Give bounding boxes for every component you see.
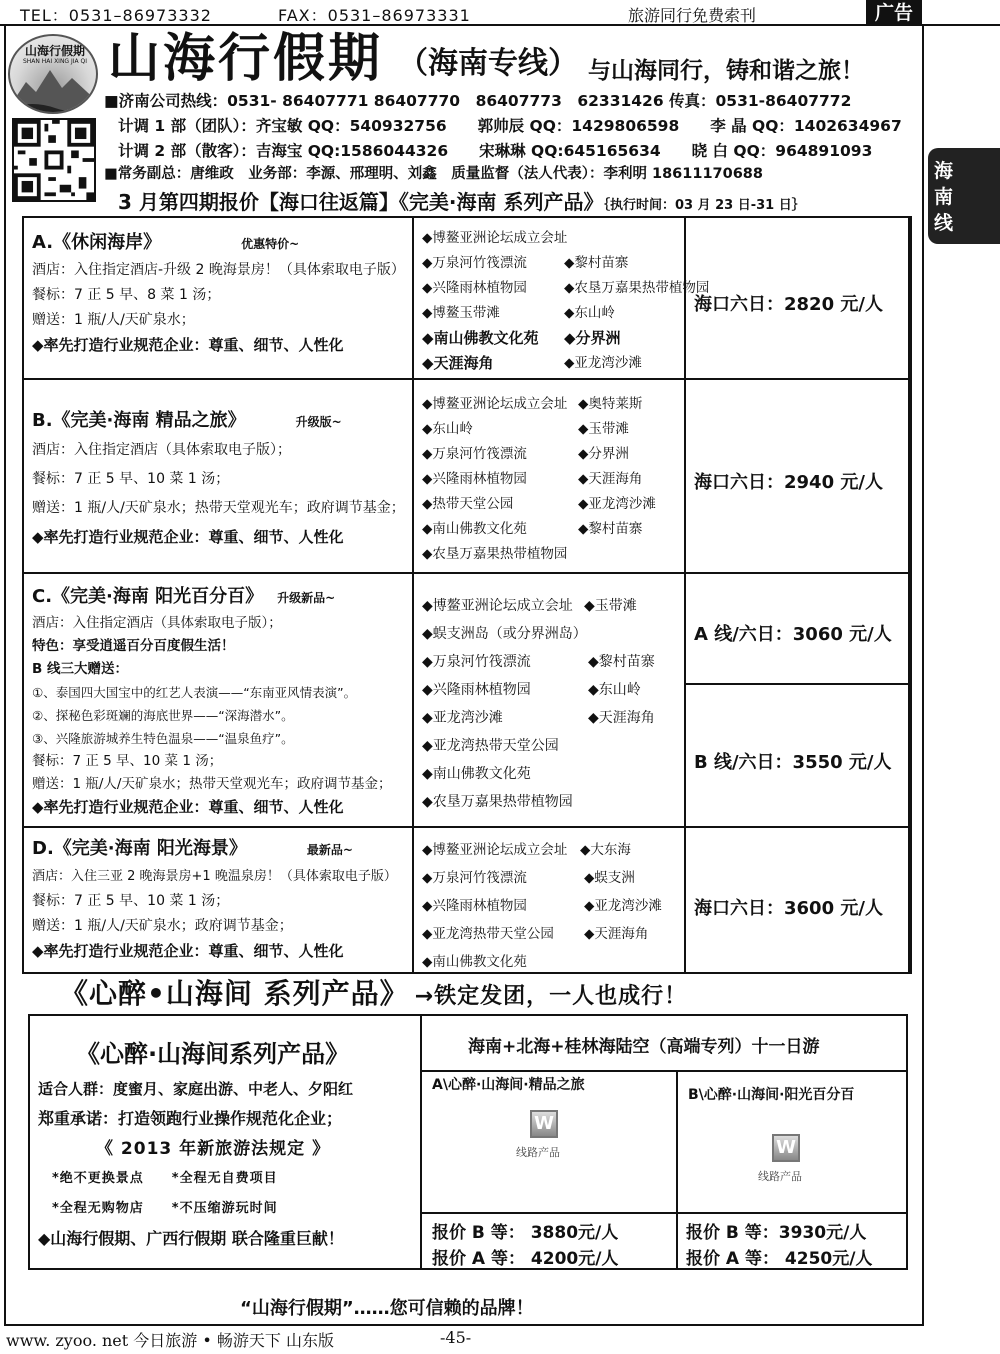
price-list-title: 3 月第四期报价【海口往返篇】《完美·海南 系列产品》｛执行时间：03 月 23 日-31 日｝ <box>118 190 805 214</box>
side-tab-hainan: 海 南 线 <box>928 148 1000 244</box>
top-bar <box>0 0 1000 26</box>
product-b-file[interactable]: 线路产品 <box>758 1170 802 1183</box>
package-a: A.《休闲海岸》 优惠特价~ 酒店：入住指定酒店-升级 2 晚海景房！（具体索取电子版） 餐标：7 正 5 早、8 菜 1 汤； 赠送：1 瓶/人/天矿泉水； ◆率先打造行业规范企业：尊重、细节、人性化 <box>32 232 405 354</box>
product-b-price-a: 报价 A 等： 4250元/人 <box>686 1249 873 1269</box>
package-a-price: 海口六日：2820 元/人 <box>694 294 883 315</box>
logo-text: 山海行假期 <box>24 44 85 58</box>
package-d-price: 海口六日：3600 元/人 <box>694 898 883 919</box>
package-b-price: 海口六日：2940 元/人 <box>694 472 883 493</box>
brand-subtitle: （海南专线） <box>398 46 578 81</box>
footer-site[interactable]: www. zyoo. net 今日旅游 • 畅游天下 山东版 <box>6 1331 334 1350</box>
ad-label: 广告 <box>866 0 922 26</box>
qr-code <box>12 118 96 202</box>
exec-date: ｛执行时间：03 月 23 日-31 日｝ <box>603 198 805 213</box>
series2-route-title: 海南+北海+桂林海陆空（高端专列）十一日游 <box>468 1037 820 1057</box>
package-a-spots: ◆博鳌亚洲论坛成立会址 ◆万泉河竹筏漂流 ◆黎村苗寨 ◆兴隆雨林植物园 ◆农垦万嘉果热带植物园 ◆博鳌玉带滩 ◆东山岭 ◆南山佛教文化苑 ◆分界洲 ◆天涯海角 ◆亚龙湾沙滩 <box>422 230 710 372</box>
contact-line-1: ■济南公司热线：0531- 86407771 86407770 86407773 62331426 传真：0531-86407772 <box>104 92 852 110</box>
product-a-price-a: 报价 A 等： 4200元/人 <box>432 1249 619 1269</box>
product-a-file[interactable]: 线路产品 <box>516 1146 560 1159</box>
mountain-sea-icon <box>10 62 98 114</box>
contact-line-4: ■常务副总：唐维政 业务部：李源、邢理明、刘鑫 质量监督（法人代表）：李利明 18611170688 <box>104 166 763 182</box>
package-c: C.《完美·海南 阳光百分百》 升级新品~ 酒店：入住指定酒店（具体索取电子版）； 特色：享受逍遥百分百度假生活！ B 线三大赠送： ①、泰国四大国宝中的红艺人表演——“东南亚风情表演”。 ②、探秘色彩斑斓的海底世界——“深海潜水”。 ③、兴隆旅游城养生特色温泉——“温泉鱼疗”。 餐标：7 正 5 早、10 菜 1 汤； 赠送：1 瓶/人/天矿泉水；热带天堂观光车；政府调节基金； ◆率先打造行业规范企业：尊重、细节、人性化 <box>32 586 392 816</box>
product-a-name: A\心醉·山海间·精品之旅 <box>432 1077 585 1093</box>
contact-line-2: 计调 1 部（团队）：齐宝敏 QQ：540932756 郭帅辰 QQ：1429806598 李 晶 QQ：1402634967 <box>118 117 902 135</box>
package-d-spots: ◆博鳌亚洲论坛成立会址 ◆大东海 ◆万泉河竹筏漂流 ◆蜈支洲 ◆兴隆雨林植物园 ◆亚龙湾沙滩 ◆亚龙湾热带天堂公园 ◆天涯海角 ◆南山佛教文化苑 <box>422 842 662 970</box>
tel-number: TEL：0531–86973332 <box>20 6 212 25</box>
series2-box-title: 《心醉·山海间系列产品》 <box>76 1040 350 1068</box>
package-c-price-b: B 线/六日：3550 元/人 <box>694 752 892 773</box>
product-b-name: B\心醉·山海间·阳光百分百 <box>688 1087 855 1103</box>
product-b-price-b: 报价 B 等：3930元/人 <box>686 1223 867 1243</box>
package-b: B.《完美·海南 精品之旅》 升级版~ 酒店：入住指定酒店（具体索取电子版）； 餐标：7 正 5 早、10 菜 1 汤； 赠送：1 瓶/人/天矿泉水；热带天堂观光车；政府调节基金； ◆率先打造行业规范企业：尊重、细节、人性化 <box>32 410 405 546</box>
contact-line-3: 计调 2 部（散客）：吉海宝 QQ:1586044326 宋琳琳 QQ:645165634 晓 白 QQ：964891093 <box>118 142 873 160</box>
page-number: -45- <box>440 1328 472 1347</box>
logo-subtext: SHAN HAI XING JIA QI <box>22 58 88 65</box>
word-file-icon[interactable]: W <box>530 1110 558 1138</box>
package-d: D.《完美·海南 阳光海景》 最新品~ 酒店：入住三亚 2 晚海景房+1 晚温泉房！（具体索取电子版） 餐标：7 正 5 早、10 菜 1 汤； 赠送：1 瓶/人/天矿泉水；政府调节基金； ◆率先打造行业规范企业：尊重、细节、人性化 <box>32 838 397 960</box>
package-c-price-a: A 线/六日：3060 元/人 <box>694 624 892 645</box>
series2-features: 适合人群：度蜜月、家庭出游、中老人、夕阳红 郑重承诺：打造领跑行业操作规范化企业； 《 2013 年新旅游法规定 》 *绝不更换景点 *全程无自费项目 *全程无购物店 *不压缩游玩时间 ◆山海行假期、广西行假期 联合隆重巨献！ <box>38 1080 354 1248</box>
magazine-label: 旅游同行免费索刊 <box>628 6 757 25</box>
package-table <box>22 216 912 974</box>
product-a-price-b: 报价 B 等： 3880元/人 <box>432 1223 619 1243</box>
brand-slogan-bottom: “山海行假期”……您可信赖的品牌！ <box>240 1298 534 1319</box>
brand-title: 山海行假期 <box>108 29 384 89</box>
series2-heading: 《心醉•山海间 系列产品》 →铁定发团，一人也成行！ <box>60 977 688 1010</box>
company-logo <box>8 34 98 114</box>
brand-slogan: 与山海同行，铸和谐之旅！ <box>588 58 864 84</box>
package-c-spots: ◆博鳌亚洲论坛成立会址 ◆玉带滩 ◆蜈支洲岛（或分界洲岛） ◆万泉河竹筏漂流 ◆黎村苗寨 ◆兴隆雨林植物园 ◆东山岭 ◆亚龙湾沙滩 ◆天涯海角 ◆亚龙湾热带天堂公园 ◆南山佛教文化苑 ◆农垦万嘉果热带植物园 <box>422 598 655 810</box>
word-file-icon[interactable]: W <box>772 1134 800 1162</box>
package-b-spots: ◆博鳌亚洲论坛成立会址 ◆奥特莱斯 ◆东山岭 ◆玉带滩 ◆万泉河竹筏漂流 ◆分界洲 ◆兴隆雨林植物园 ◆天涯海角 ◆热带天堂公园 ◆亚龙湾沙滩 ◆南山佛教文化苑 ◆黎村苗寨 ◆农垦万嘉果热带植物园 <box>422 396 656 562</box>
fax-number: FAX：0531–86973331 <box>278 6 471 25</box>
series2-box <box>28 1014 908 1270</box>
